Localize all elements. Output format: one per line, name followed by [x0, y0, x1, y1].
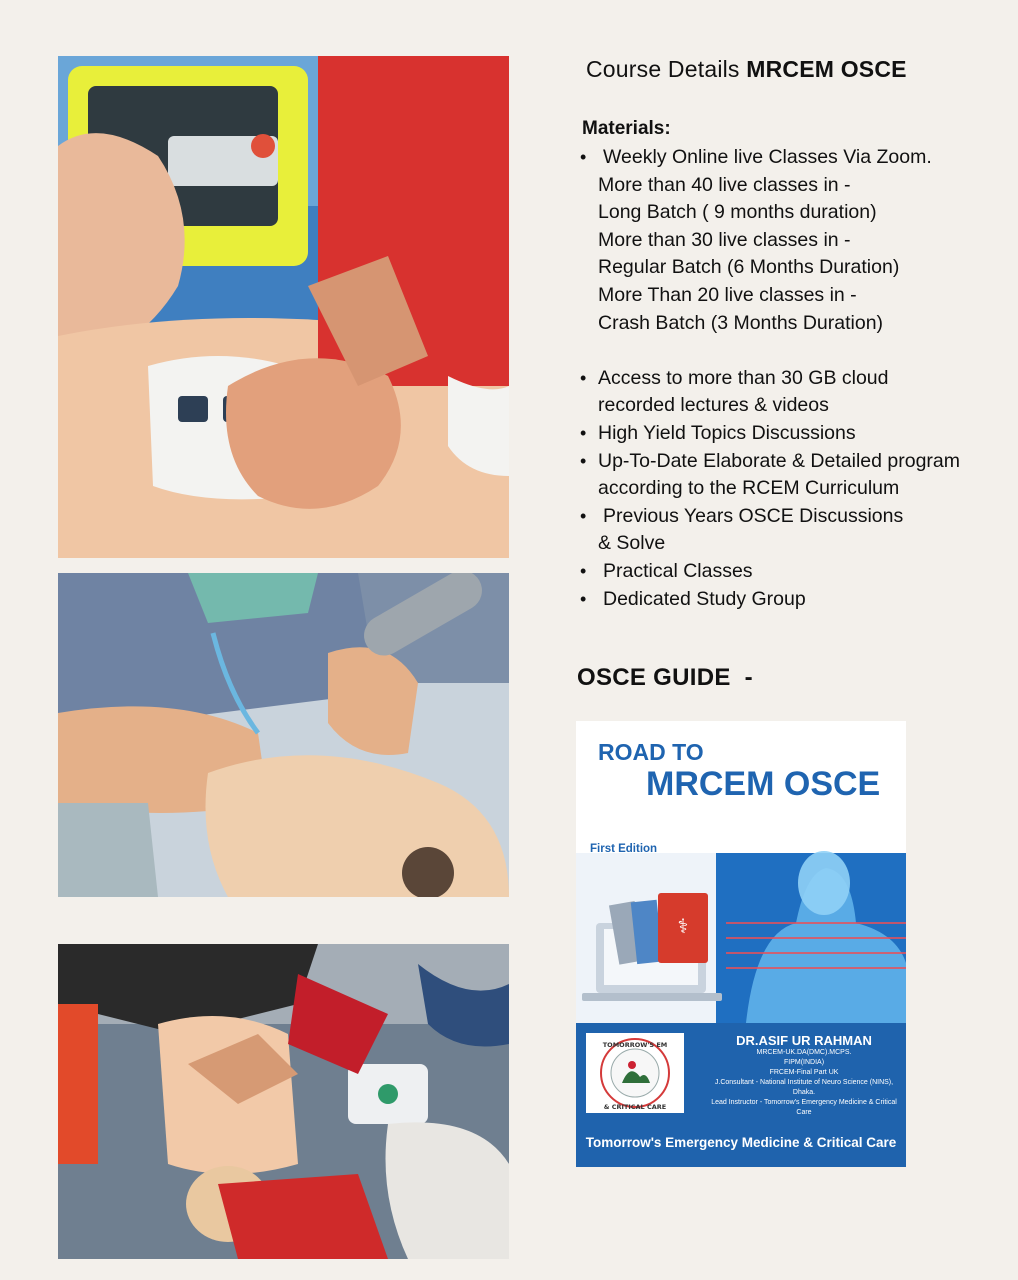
list-item-line: & Solve [598, 532, 666, 555]
book-author-name: DR.ASIF UR RAHMAN [736, 1033, 872, 1048]
book-author-qualification: MRCEM-UK.DA(DMC).MCPS. [756, 1049, 852, 1056]
list-item-line: Regular Batch (6 Months Duration) [598, 256, 900, 279]
book-author-qualification: Lead Instructor - Tomorrow's Emergency Medicine & Critical Care [711, 1099, 897, 1116]
list-item-line: Crash Batch (3 Months Duration) [598, 311, 884, 334]
list-item-line: according to the RCEM Curriculum [598, 477, 900, 500]
cpr-training-photo [58, 56, 509, 558]
list-item [578, 558, 1008, 586]
materials-heading: Materials: [582, 118, 671, 139]
book-title-line1: ROAD TO [598, 739, 704, 765]
intubation-training-photo [58, 573, 509, 897]
list-item [578, 586, 1008, 614]
svg-text:⚕: ⚕ [677, 914, 689, 938]
list-item-line: • Dedicated Study Group [603, 587, 806, 610]
list-item [578, 420, 1008, 448]
tomorrows-em-logo [586, 1033, 684, 1113]
list-item [578, 365, 1008, 420]
book-tagline: Tomorrow's Emergency Medicine & Critical Care [585, 1135, 897, 1150]
list-item [578, 144, 1008, 337]
osce-guide-heading: OSCE GUIDE - [577, 664, 753, 691]
list-item-line: • Practical Classes [603, 559, 753, 582]
title-course-name: MRCEM OSCE [746, 56, 907, 82]
list-item-line: More Than 20 live classes in - [598, 283, 857, 306]
list-item-line: More than 30 live classes in - [598, 228, 851, 251]
list-item [578, 448, 1008, 503]
book-cover-footer [576, 1023, 906, 1167]
book-edition: First Edition [590, 843, 658, 855]
book-author-block [704, 1033, 904, 1118]
svg-text:& CRITICAL CARE: & CRITICAL CARE [603, 1103, 667, 1111]
list-item-line: • Up-To-Date Elaborate & Detailed program [598, 449, 961, 472]
list-item [578, 503, 1008, 558]
book-title-line2: MRCEM OSCE [646, 765, 881, 803]
svg-text:TOMORROW'S EM: TOMORROW'S EM [602, 1041, 668, 1049]
list-item-line: More than 40 live classes in - [598, 173, 851, 196]
title-prefix: Course Details [586, 56, 747, 82]
list-item-line: • Access to more than 30 GB cloud [598, 366, 889, 389]
materials-list [578, 144, 1008, 613]
course-details-title [586, 56, 907, 83]
book-cover [576, 721, 906, 1167]
list-item-line: recorded lectures & videos [598, 394, 829, 417]
list-item-line: Long Batch ( 9 months duration) [598, 201, 877, 224]
book-author-qualification: FIPM(INDIA) [783, 1059, 825, 1066]
list-item-line: • Weekly Online live Classes Via Zoom. [603, 146, 932, 168]
list-item-line: • Previous Years OSCE Discussions [603, 504, 904, 527]
book-author-qualification: FRCEM-Final Part UK [769, 1069, 839, 1076]
list-item-line: • High Yield Topics Discussions [598, 421, 856, 444]
defibrillator-training-photo [58, 944, 509, 1259]
book-author-qualification: J.Consultant - National Institute of Neuro Science (NINS), Dhaka. [714, 1079, 894, 1096]
